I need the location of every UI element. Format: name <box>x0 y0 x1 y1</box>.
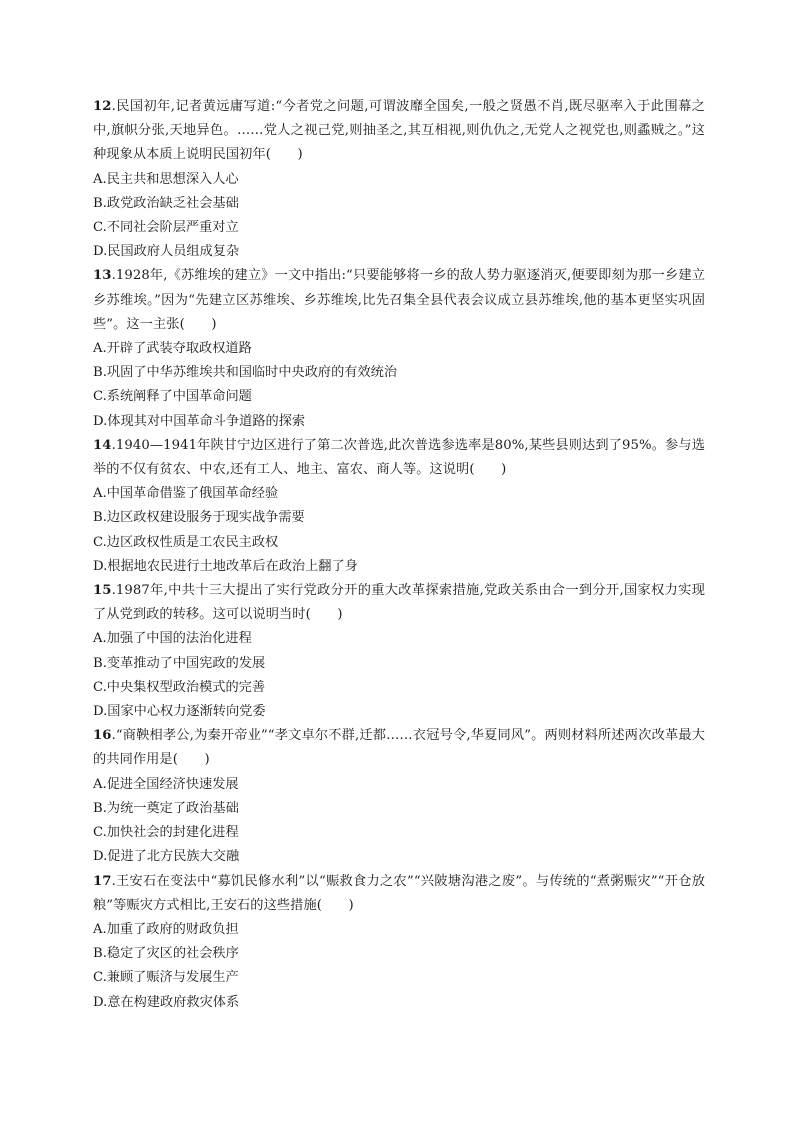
question-number: 13 <box>93 268 112 284</box>
answer-option-d: D.意在构建政府救灾体系 <box>93 994 240 1010</box>
answer-option-b: B.政党政治缺乏社会基础 <box>93 195 239 211</box>
answer-option-d: D.根据地农民进行土地改革后在政治上翻了身 <box>93 558 358 574</box>
question-number: 12 <box>93 99 112 114</box>
question-stem <box>93 434 705 482</box>
answer-option-a: A.开辟了武装夺取政权道路 <box>93 341 252 357</box>
answer-option-b: B.稳定了灾区的社会秩序 <box>93 946 239 962</box>
answer-option-a: A.中国革命借鉴了俄国革命经验 <box>93 486 279 502</box>
question-15 <box>93 579 705 724</box>
answer-option-a: A.促进全国经济快速发展 <box>93 776 239 792</box>
answer-option-d: D.国家中心权力逐渐转向党委 <box>93 704 266 720</box>
question-text: .王安石在变法中“募饥民修水利”以“赈救食力之农”“兴陂塘沟港之废”。与传统的“煮粥赈灾”“开仓放粮”等赈灾方式相比,王安石的这些措施( ) <box>93 873 705 913</box>
answer-option-a: A.加重了政府的财政负担 <box>93 921 239 937</box>
answer-option-c: C.中央集权型政治模式的完善 <box>93 679 266 695</box>
question-text: .“商鞅相孝公,为秦开帝业”“孝文卓尔不群,迁都……衣冠号令,华夏同风”。两则材料所述两次改革最大的共同作用是( ) <box>93 728 705 768</box>
question-stem <box>93 870 705 918</box>
question-number: 17 <box>93 873 112 889</box>
answer-option-b: B.变革推动了中国宪政的发展 <box>93 655 266 671</box>
answer-option-b: B.边区政权建设服务于现实战争需要 <box>93 510 305 526</box>
question-text: .1928年,《苏维埃的建立》一文中指出:“只要能够将一乡的敌人势力驱逐消灭,便要即刻为那一乡建立乡苏维埃。”因为“先建立区苏维埃、乡苏维埃,比先召集全县代表会议成立县苏维埃,他的基本更坚实巩固些”。这一主张( ) <box>93 268 705 332</box>
question-number: 16 <box>93 728 112 744</box>
question-text: .1987年,中共十三大提出了实行党政分开的重大改革探索措施,党政关系由合一到分开,国家权力实现了从党到政的转移。这可以说明当时( ) <box>93 583 705 623</box>
answer-option-c: C.兼顾了赈济与发展生产 <box>93 970 239 986</box>
answer-option-a: A.民主共和思想深入人心 <box>93 171 239 187</box>
question-stem <box>93 579 705 627</box>
answer-option-c: C.系统阐释了中国革命问题 <box>93 389 252 405</box>
question-text: .民国初年,记者黄远庸写道:“今者党之问题,可谓波靡全国矣,一般之贤愚不肖,既尽驱率入于此围幕之中,旗帜分张,天地异色。……党人之视己党,则抽圣之,其互相视,则仇仇之,无党人之视党也,则蟊贼之。”这种现象从本质上说明民国初年( ) <box>93 99 705 163</box>
answer-option-c: C.边区政权性质是工农民主政权 <box>93 534 279 550</box>
answer-option-b: B.为统一奠定了政治基础 <box>93 800 239 816</box>
answer-option-c: C.不同社会阶层严重对立 <box>93 220 239 236</box>
question-stem <box>93 724 705 772</box>
answer-option-d: D.促进了北方民族大交融 <box>93 849 240 865</box>
answer-option-c: C.加快社会的封建化进程 <box>93 825 239 841</box>
answer-option-d: D.体现其对中国革命斗争道路的探索 <box>93 413 306 429</box>
answer-option-d: D.民国政府人员组成复杂 <box>93 244 240 260</box>
question-12 <box>93 95 705 264</box>
question-text: .1940—1941年陕甘宁边区进行了第二次普选,此次普选参选率是80%,某些县则达到了95%。参与选举的不仅有贫农、中农,还有工人、地主、富农、商人等。这说明( ) <box>93 437 705 478</box>
question-17 <box>93 870 705 1015</box>
question-number: 15 <box>93 583 112 599</box>
question-13 <box>93 264 705 433</box>
answer-option-b: B.巩固了中华苏维埃共和国临时中央政府的有效统治 <box>93 365 398 381</box>
question-14 <box>93 434 705 579</box>
question-stem <box>93 264 705 337</box>
exam-page <box>93 95 705 1015</box>
question-stem <box>93 95 705 168</box>
question-number: 14 <box>93 437 112 453</box>
answer-option-a: A.加强了中国的法治化进程 <box>93 631 252 647</box>
question-16 <box>93 724 705 869</box>
